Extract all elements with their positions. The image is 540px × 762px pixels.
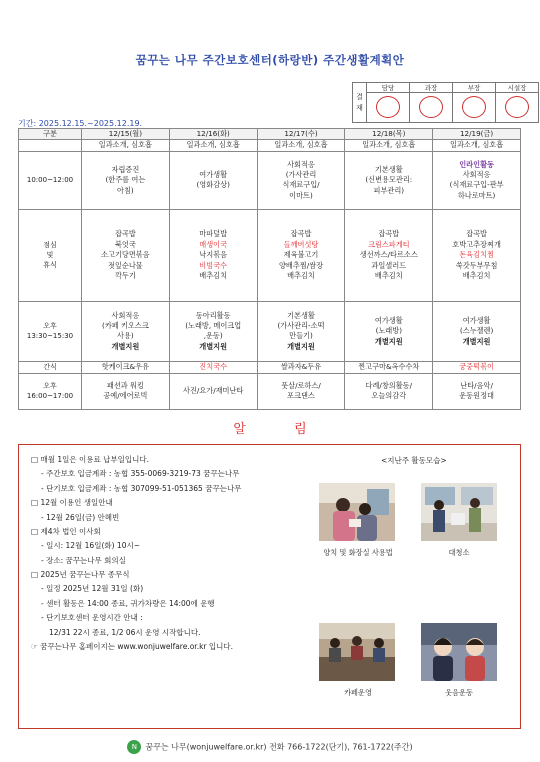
snack-cell: 쌀과자&두유: [257, 361, 345, 373]
photo-label: 양치 및 화장실 사용법: [323, 548, 393, 557]
approval-seal: [410, 93, 453, 123]
notice-subitem: - 단기보호센터 운영시간 안내 :: [41, 613, 143, 623]
notice-subitem: - 장소: 꿈꾸는나무 회의실: [41, 555, 126, 565]
day-header: 12/17(수): [257, 129, 345, 140]
activity-cell: 여가생활 (스누젤렌) 개별지원: [433, 301, 521, 361]
activity-cell: 풋살/로하스/ 포크댄스: [257, 373, 345, 409]
activity-cell: 인라인활동 사회적응 (식재료구입-판부 하나로마트): [433, 151, 521, 209]
homepage-link[interactable]: ☞ 꿈꾸는나무 홈페이지는 www.wonjuwelfare.or.kr 입니다.: [31, 642, 234, 652]
notice-item: □ 제4차 법인 이사회: [31, 526, 101, 536]
day-header: 12/16(화): [169, 129, 257, 140]
notice-subitem: - 일정 2025년 12월 31일 (화): [41, 584, 144, 594]
approval-seal: [496, 93, 539, 123]
photo-label: 카페운영: [344, 688, 372, 697]
intro-row: [19, 140, 521, 151]
corner-cell: 구분: [19, 129, 82, 140]
activity-cell: 사회적응 (카페 키오스크 사용) 개별지원: [82, 301, 170, 361]
notice-subitem: - 주간보호 입금계좌 : 농협 355-0069-3219-73 꿈꾸는나무: [41, 469, 240, 479]
page-title: 꿈꾸는 나무 주간보호센터(하랑반) 주간생활계획안: [135, 53, 405, 67]
snack-row: [19, 361, 521, 373]
menu-cell: 잡곡밥 들깨버섯탕 제육불고기 양배추찜/쌈장 배추김치: [257, 209, 345, 301]
approval-header: 담당: [367, 83, 410, 93]
intro-cell: 일과소개, 심호흡: [345, 140, 433, 151]
day-header: 12/18(목): [345, 129, 433, 140]
activity-cell: 자립증진 (한주를 여는 아침): [82, 151, 170, 209]
approval-header: 부장: [453, 83, 496, 93]
approval-header: 시설장: [496, 83, 539, 93]
activity-photo-laughter: [421, 623, 497, 681]
activity-cell: 사회적응 (가사관리 식재료구입/ 이마트): [257, 151, 345, 209]
notice-subitem: - 센터 활동은 14:00 종료, 귀가차량은 14:00에 운행: [41, 598, 215, 608]
approval-seal: [453, 93, 496, 123]
morning-row: [19, 151, 521, 209]
snack-cell: 핫케이크&우유: [82, 361, 170, 373]
notice-list: [31, 455, 316, 657]
activity-photo-cafe: [319, 623, 395, 681]
approval-header: 과장: [410, 83, 453, 93]
menu-cell: 잡곡밥 북엇국 소고기당면볶음 젓잎순나물 깍두기: [82, 209, 170, 301]
logo-icon: N: [127, 740, 141, 754]
weekly-schedule-table: [18, 128, 521, 410]
activity-cell: 사진/요가/재미난타: [169, 373, 257, 409]
footer: [0, 740, 540, 754]
snack-cell: 궁중떡볶이: [433, 361, 521, 373]
menu-cell: 잡곡밥 호박고추장찌개 돈육김치찜 쑥갓두부무침 배추김치: [433, 209, 521, 301]
time-cell: [19, 140, 82, 151]
activity-cell: 기본생활 (신변용모관리: 피부관리): [345, 151, 433, 209]
notice-subitem: - 단기보호 입금계좌 : 농협 307099-51-051365 꿈꾸는나무: [41, 483, 242, 493]
time-cell: 간식: [19, 361, 82, 373]
snack-cell: 찐고구마&옥수수차: [345, 361, 433, 373]
time-cell: 오후 13:30~15:30: [19, 301, 82, 361]
activity-cell: 난타/음악/ 운동원정대: [433, 373, 521, 409]
notice-subitem: 12/31 22시 종료, 1/2 06시 운영 시작합니다.: [49, 627, 201, 637]
approval-side-label: 결 재: [353, 83, 367, 123]
approval-seal: [367, 93, 410, 123]
activity-cell: 여가생활 (영화감상): [169, 151, 257, 209]
activity-cell: 기본생활 (가사관리-소떡 만들기) 개별지원: [257, 301, 345, 361]
time-cell: 10:00~12:00: [19, 151, 82, 209]
notice-title: 알 림: [233, 422, 329, 437]
activity-cell: 다례/창의활동/ 오늘의감각: [345, 373, 433, 409]
approval-stamp-table: [352, 82, 539, 123]
intro-cell: 일과소개, 심호흡: [257, 140, 345, 151]
day-header: 12/19(금): [433, 129, 521, 140]
time-cell: 점심 및 휴식: [19, 209, 82, 301]
activity-photo-cleaning: [421, 483, 497, 541]
notice-subitem: - 12월 26일(금) 안혜빈: [41, 512, 120, 522]
intro-cell: 일과소개, 심호흡: [169, 140, 257, 151]
notice-item: □ 매월 1일은 이용료 납부일입니다.: [31, 455, 149, 464]
snack-cell: 진치국수: [169, 361, 257, 373]
notice-item: □ 12월 이용인 생일안내: [31, 498, 113, 508]
day-header: 12/15(월): [82, 129, 170, 140]
intro-cell: 일과소개, 심호흡: [82, 140, 170, 151]
lunch-row: [19, 209, 521, 301]
time-cell: 오후 16:00~17:00: [19, 373, 82, 409]
notice-subitem: - 일시: 12월 16일(화) 10시~: [41, 541, 141, 551]
menu-cell: 마파덮밥 매생이국 낙지볶음 비빔국수 배추김치: [169, 209, 257, 301]
activity-cell: 패션과 워킹 공예/에어로빅: [82, 373, 170, 409]
photo-label: 웃음운동: [445, 688, 473, 697]
afternoon-row: [19, 301, 521, 361]
activity-cell: 여가생활 (노래방) 개별지원: [345, 301, 433, 361]
photo-label: 대청소: [448, 548, 470, 557]
intro-cell: 일과소개, 심호흡: [433, 140, 521, 151]
late-afternoon-row: [19, 373, 521, 409]
activity-photo-brushing: [319, 483, 395, 541]
notice-box: [18, 444, 521, 729]
menu-cell: 잡곡밥 크림스파게티 생선까스/타르소스 과일샐러드 배추김치: [345, 209, 433, 301]
activity-cell: 동아리활동 (노래방, 메이크업 ,운동) 개별지원: [169, 301, 257, 361]
period-label: 기간: 2025.12.15.~2025.12.19.: [18, 119, 143, 128]
footer-contact: 꿈꾸는 나무(wonjuwelfare.or.kr) 전화 766-1722(단기), 761-1722(주간): [145, 742, 413, 752]
photos-caption: <지난주 활동모습>: [381, 456, 447, 465]
header-row: [19, 129, 521, 140]
notice-item: □ 2025년 꿈꾸는나무 종무식: [31, 570, 130, 579]
